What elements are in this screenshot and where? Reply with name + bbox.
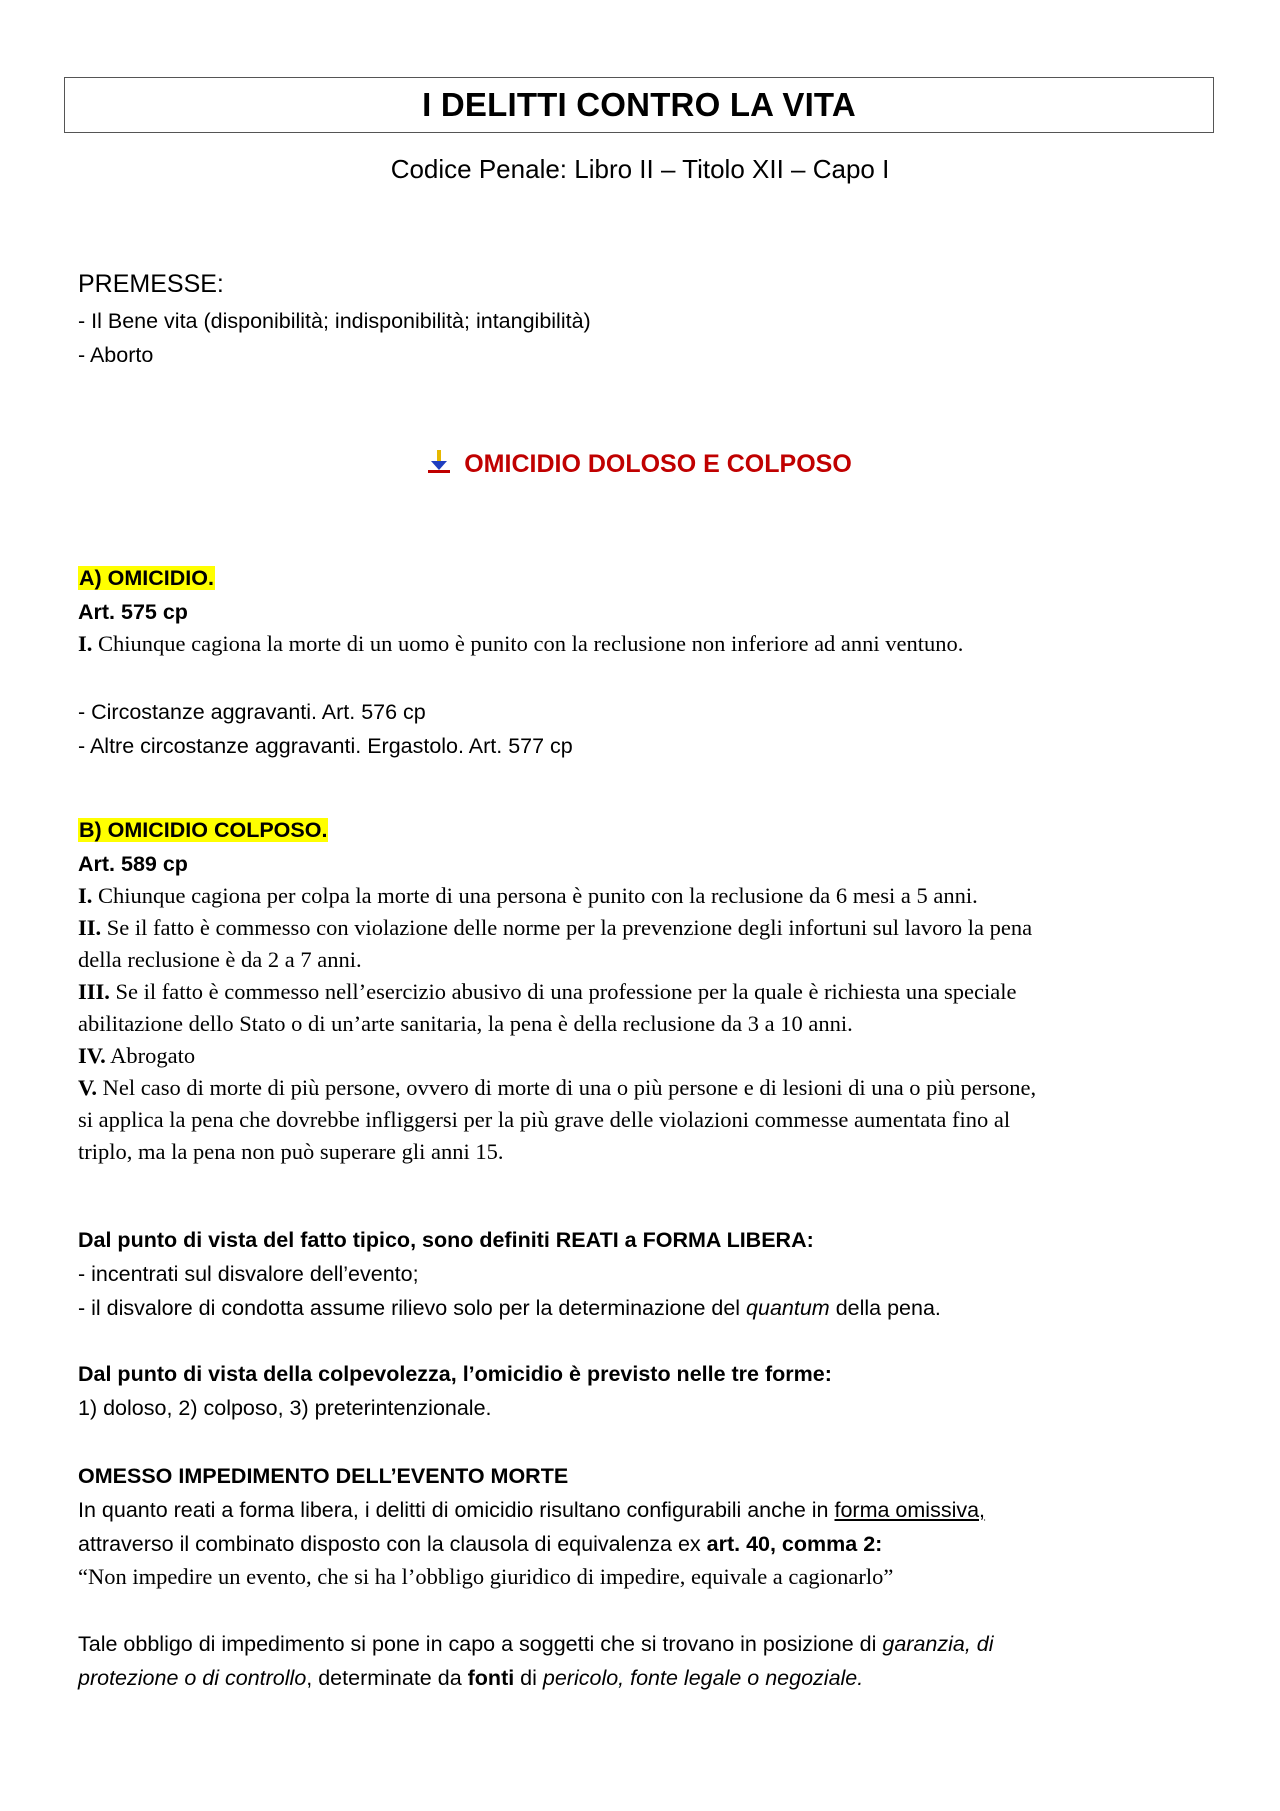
paragraph-text: Abrogato [105,1043,196,1068]
colposo-heading [78,818,328,843]
paragraph-text: Nel caso di morte di più persone, ovvero di morte di una o più persone e di lesioni di una o più persone, [96,1075,1037,1100]
paragraph-number: III. [78,979,110,1004]
fatto-tipico-item: - incentrati sul disvalore dell’evento; [78,1262,419,1286]
paragraph-number: V. [78,1075,97,1100]
obbligo-line [78,1632,994,1657]
omicidio-item: - Circostanze aggravanti. Art. 576 cp [78,700,426,724]
fatto-tipico-item [78,1296,941,1321]
omicidio-paragraph [78,631,963,657]
colposo-heading-text: B) OMICIDIO COLPOSO. [79,818,328,842]
italic-term: protezione o di controllo [78,1666,307,1690]
omicidio-heading [78,566,215,591]
premesse-item: - Il Bene vita (disponibilità; indisponibilità; intangibilità) [78,309,591,333]
colposo-line [78,979,1016,1005]
paragraph-text: abilitazione dello Stato o di un’arte sanitaria, la pena è della reclusione da 3 a 10 anni. [78,1011,853,1036]
colposo-line [78,883,978,909]
colposo-line [78,1011,853,1037]
italic-term: pericolo, fonte legale o negoziale. [542,1666,864,1690]
paragraph-text: Chiunque cagiona per colpa la morte di una persona è punito con la reclusione da 6 mesi a 5 anni. [92,883,978,908]
text-run: Tale obbligo di impedimento si pone in capo a soggetti che si trovano in posizione di [78,1632,883,1656]
paragraph-number: IV. [78,1043,106,1068]
premesse-item: - Aborto [78,343,154,367]
omicidio-item: - Altre circostanze aggravanti. Ergastolo. Art. 577 cp [78,734,573,758]
paragraph-number: I. [78,631,93,656]
text-run: attraverso il combinato disposto con la clausola di equivalenza ex [78,1532,707,1556]
bold-term: fonti [467,1666,515,1690]
colposo-line [78,1139,504,1165]
paragraph-text: triplo, ma la pena non può superare gli anni 15. [78,1139,504,1164]
text-run: di [514,1666,543,1690]
colpevolezza-text: 1) doloso, 2) colposo, 3) preterintenzionale. [78,1396,492,1420]
italic-term: garanzia, di [882,1632,994,1656]
paragraph-text: Se il fatto è commesso con violazione delle norme per la prevenzione degli infortuni sul lavoro la pena [101,915,1033,940]
colposo-line [78,915,1032,941]
document-subtitle: Codice Penale: Libro II – Titolo XII – Capo I [390,154,890,184]
underlined-term: forma omissiva, [834,1498,986,1522]
omesso-heading: OMESSO IMPEDIMENTO DELL’EVENTO MORTE [78,1464,569,1488]
section-heading-text: OMICIDIO DOLOSO E COLPOSO [464,450,852,479]
colposo-line [78,1075,1036,1101]
paragraph-number: I. [78,883,93,908]
italic-term: quantum [746,1296,830,1320]
colposo-line [78,1043,195,1069]
paragraph-text: Chiunque cagiona la morte di un uomo è punito con la reclusione non inferiore ad anni ventuno. [92,631,964,656]
fatto-tipico-heading: Dal punto di vista del fatto tipico, sono definiti REATI a FORMA LIBERA: [78,1228,814,1252]
premesse-heading: PREMESSE: [78,270,224,298]
section-heading [0,450,1280,481]
colposo-line [78,947,362,973]
omicidio-heading-text: A) OMICIDIO. [79,566,214,590]
colposo-line [78,1107,1010,1133]
omesso-quote: “Non impedire un evento, che si ha l’obbligo giuridico di impedire, equivale a cagionarlo” [78,1564,894,1589]
omicidio-article: Art. 575 cp [78,600,188,624]
paragraph-text: Se il fatto è commesso nell’esercizio abusivo di una professione per la quale è richiesta una speciale [109,979,1017,1004]
colposo-article: Art. 589 cp [78,852,188,876]
omesso-line [78,1498,985,1523]
text-run: - il disvalore di condotta assume rilievo solo per la determinazione del [78,1296,747,1320]
paragraph-number: II. [78,915,102,940]
paragraph-text: si applica la pena che dovrebbe infliggersi per la più grave delle violazioni commesse aumentata fino al [78,1107,1011,1132]
omesso-line [78,1532,882,1557]
text-run: , determinate da [306,1666,468,1690]
document-title: I DELITTI CONTRO LA VITA [64,77,1214,133]
bold-term: art. 40, comma 2: [706,1532,883,1556]
obbligo-line [78,1666,863,1691]
paragraph-text: della reclusione è da 2 a 7 anni. [78,947,362,972]
text-run: In quanto reati a forma libera, i delitti di omicidio risultano configurabili anche in [78,1498,835,1522]
colpevolezza-heading: Dal punto di vista della colpevolezza, l’omicidio è previsto nelle tre forme: [78,1362,832,1386]
arrow-bullet-icon [428,450,450,481]
text-run: della pena. [829,1296,941,1320]
